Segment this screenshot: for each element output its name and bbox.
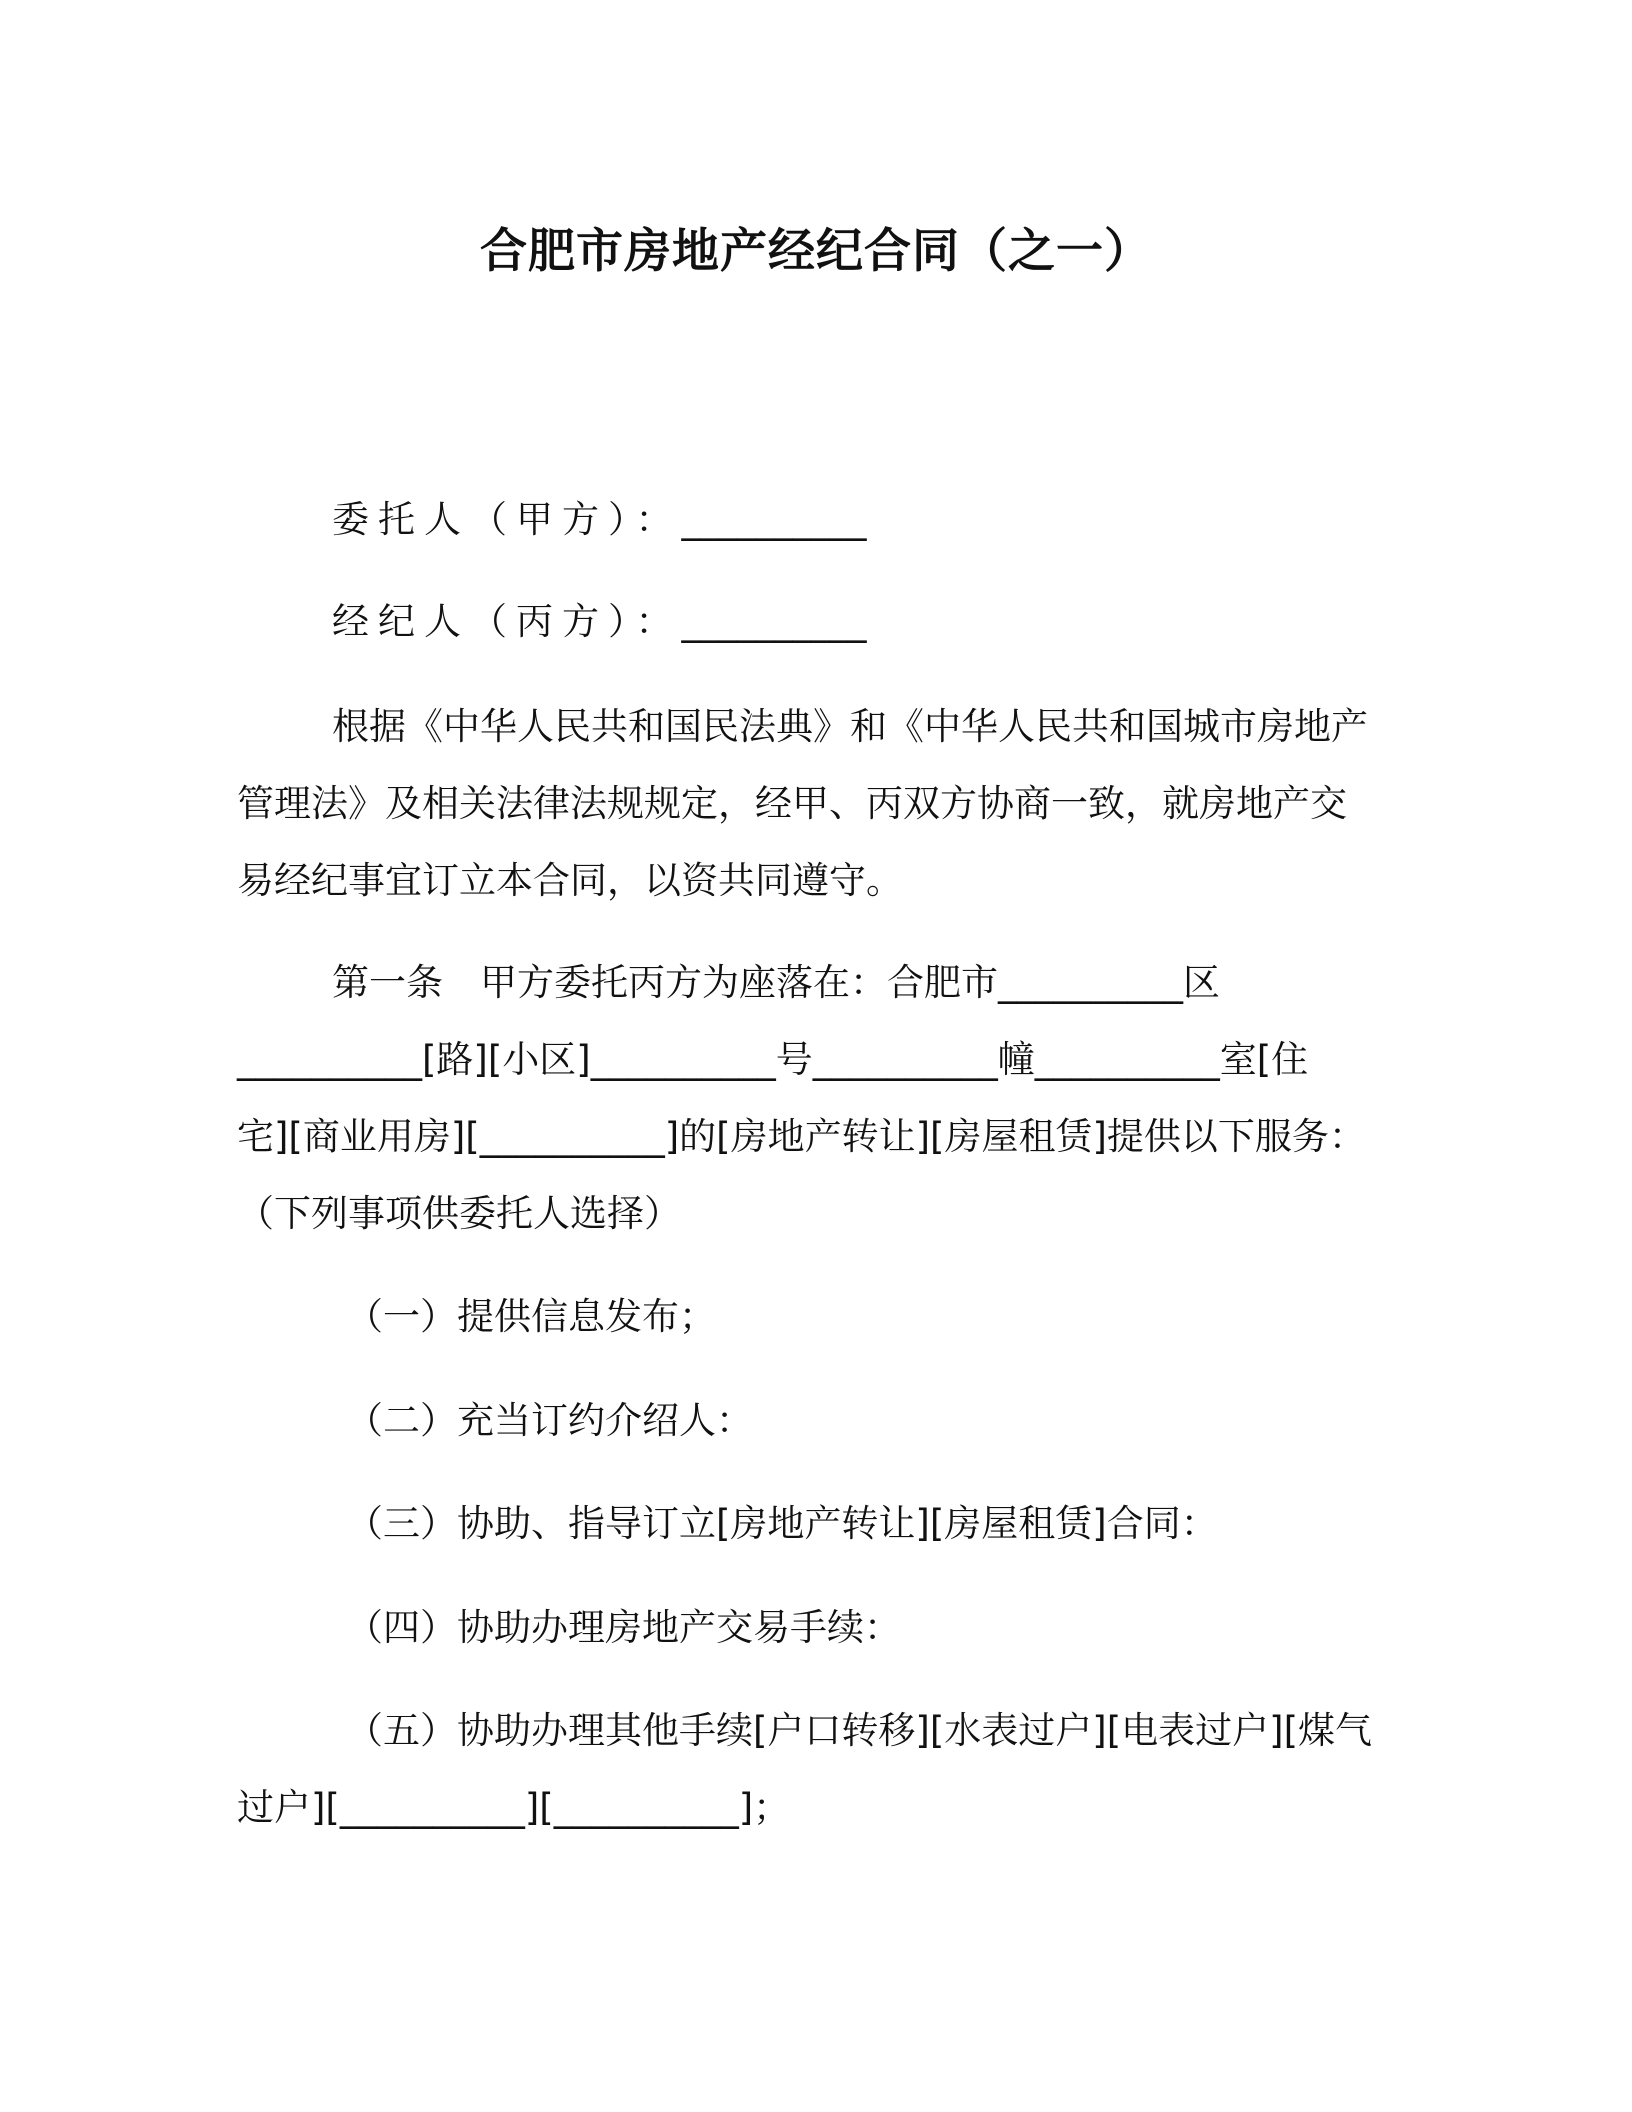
client-party-line	[332, 495, 867, 545]
client-label: 委托人（甲方）：	[332, 498, 682, 541]
preamble-line-1: 根据《中华人民共和国民法典》和《中华人民共和国城市房地产	[332, 705, 1368, 748]
service-item-5: （五）协助办理其他手续[户口转移][水表过户][电表过户][煤气	[346, 1709, 1373, 1752]
service-item-1: （一）提供信息发布；	[346, 1295, 716, 1338]
service-item-2: （二）充当订约介绍人：	[346, 1399, 753, 1442]
preamble-line-3: 易经纪事宜订立本合同，以资共同遵守。	[237, 859, 903, 902]
service-item-5-continuation: 过户][__________][__________]；	[237, 1786, 791, 1829]
article-1-line-2: __________[路][小区]__________号__________幢__________室[住	[237, 1038, 1309, 1081]
preamble-line-2: 管理法》及相关法律法规规定，经甲、丙双方协商一致，就房地产交	[237, 782, 1347, 825]
broker-blank: __________	[681, 600, 867, 643]
service-item-4: （四）协助办理房地产交易手续：	[346, 1606, 901, 1649]
article-1-line-3: 宅][商业用房][__________]的[房地产转让][房屋租赁]提供以下服务：	[237, 1115, 1366, 1158]
service-item-3: （三）协助、指导订立[房地产转让][房屋租赁]合同：	[346, 1502, 1218, 1545]
broker-label: 经纪人（丙方）：	[332, 600, 682, 643]
contract-title: 合肥市房地产经纪合同（之一）	[480, 224, 1152, 279]
article-1-note: （下列事项供委托人选择）	[237, 1192, 681, 1235]
article-1-line-1: 第一条 甲方委托丙方为座落在：合肥市__________区	[332, 961, 1220, 1004]
client-blank: __________	[681, 498, 867, 541]
broker-party-line	[332, 597, 867, 647]
